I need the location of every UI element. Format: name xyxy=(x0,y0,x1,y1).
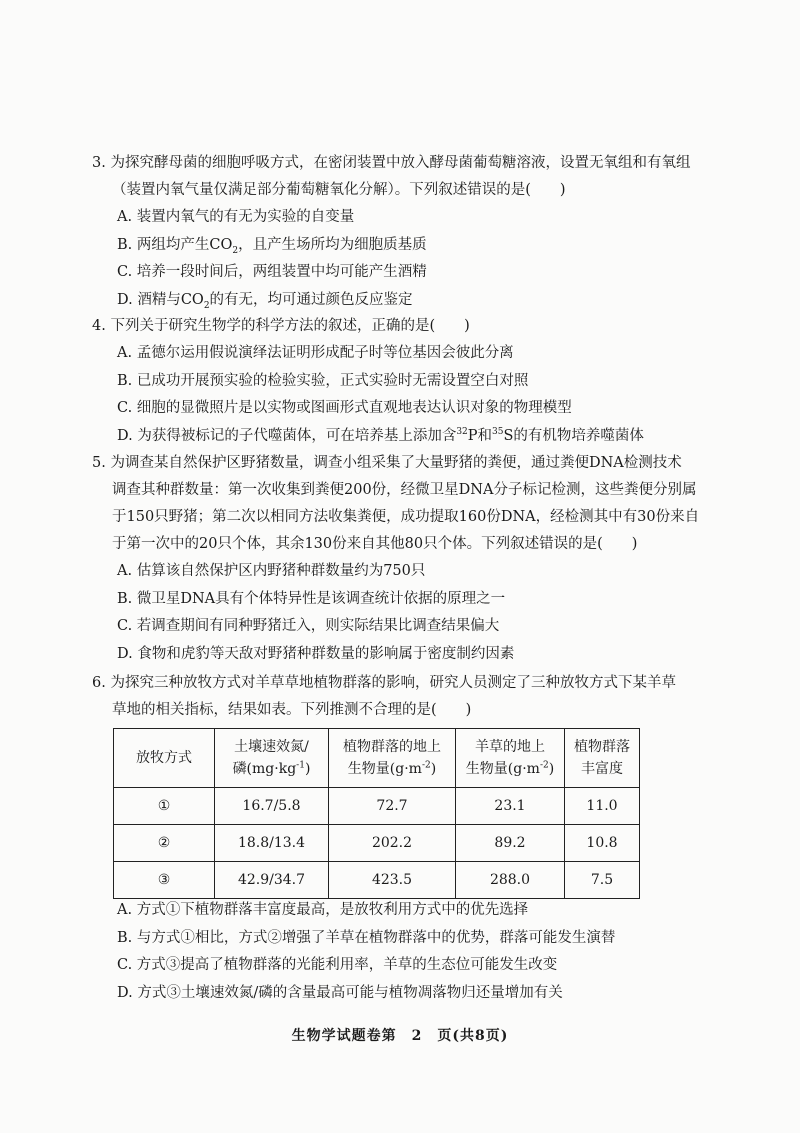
subscript: 2 xyxy=(203,300,210,311)
question-6-option-d: D. 方式③土壤速效氮/磷的含量最高可能与植物凋落物归还量增加有关 xyxy=(117,984,563,1001)
table-cell: ③ xyxy=(114,862,215,899)
text: 生物量(g·m xyxy=(347,761,422,777)
table-cell: 7.5 xyxy=(565,862,640,899)
question-3-option-d xyxy=(92,287,722,315)
question-4 xyxy=(92,313,722,450)
header-line: 丰富度 xyxy=(581,761,623,777)
header-line xyxy=(460,758,560,780)
superscript: -2 xyxy=(539,760,549,771)
header-leymus-biomass xyxy=(456,729,565,788)
table-cell: 288.0 xyxy=(456,862,565,899)
text: ) xyxy=(548,761,555,777)
table-row xyxy=(114,788,640,825)
question-3-option-a: A. 装置内氧气的有无为实验的自变量 xyxy=(117,209,355,225)
table-cell: 18.8/13.4 xyxy=(215,825,329,862)
question-5-option-a: A. 估算该自然保护区内野猪种群数量约为750只 xyxy=(117,563,426,579)
question-6-option-b: B. 与方式①相比，方式②增强了羊草在植物群落中的优势，群落可能发生演替 xyxy=(117,929,616,946)
header-soil-np xyxy=(215,729,329,788)
question-4-option-b: B. 已成功开展预实验的检验实验，正式实验时无需设置空白对照 xyxy=(117,372,529,389)
text: 生物量(g·m xyxy=(465,761,540,777)
table-cell: ① xyxy=(114,788,215,825)
table-cell: 72.7 xyxy=(329,788,456,825)
header-line: 植物群落的地上 xyxy=(343,739,441,755)
question-5-option-c: C. 若调查期间有同种野猪迁入，则实际结果比调查结果偏大 xyxy=(117,618,500,634)
text: P和 xyxy=(467,427,493,444)
superscript: -2 xyxy=(421,760,431,771)
question-3 xyxy=(92,150,722,314)
question-3-stem-line-2: （装置内氧气量仅满足部分葡萄糖氧化分解）。下列叙述错误的是( ) xyxy=(112,182,566,198)
header-grazing-method: 放牧方式 xyxy=(114,729,215,788)
question-5 xyxy=(92,450,722,668)
question-4-option-a: A. 孟德尔运用假说演绎法证明形成配子时等位基因会彼此分离 xyxy=(117,345,514,361)
header-community-biomass xyxy=(329,729,456,788)
question-6-options xyxy=(92,897,722,1007)
header-richness xyxy=(565,729,640,788)
subscript: 2 xyxy=(232,245,239,256)
table-row xyxy=(114,862,640,899)
table-cell: 89.2 xyxy=(456,825,565,862)
question-5-option-b: B. 微卫星DNA具有个体特异性是该调查统计依据的原理之一 xyxy=(117,590,506,607)
table-cell: ② xyxy=(114,825,215,862)
table-header-row xyxy=(114,729,640,788)
question-4-option-c: C. 细胞的显微照片是以实物或图画形式直观地表达认识对象的物理模型 xyxy=(117,400,572,416)
grazing-data-table xyxy=(113,728,640,899)
question-6-stem-line-1: 6. 为探究三种放牧方式对羊草草地植物群落的影响，研究人员测定了三种放牧方式下某羊草 xyxy=(92,675,676,691)
table-cell: 423.5 xyxy=(329,862,456,899)
text: ) xyxy=(304,761,311,777)
question-3-option-c: C. 培养一段时间后，两组装置中均可能产生酒精 xyxy=(117,264,427,280)
question-6-option-c: C. 方式③提高了植物群落的光能利用率，羊草的生态位可能发生改变 xyxy=(117,957,558,973)
question-5-stem-line-1: 5. 为调查某自然保护区野猪数量，调查小组采集了大量野猪的粪便，通过粪便DNA检测技术 xyxy=(92,455,682,471)
question-5-stem-line-2: 调查其种群数量：第一次收集到粪便200份，经微卫星DNA分子标记检测，这些粪便分别属 xyxy=(112,482,697,498)
text: 磷(mg·kg xyxy=(232,761,297,777)
question-5-stem-line-3: 于150只野猪；第二次以相同方法收集粪便，成功提取160份DNA，经检测其中有30份来自 xyxy=(112,509,700,525)
text: B. 两组均产生CO xyxy=(117,236,233,253)
question-3-option-b xyxy=(92,232,722,260)
question-6-stem-line-2: 草地的相关指标，结果如表。下列推测不合理的是( ) xyxy=(112,702,472,718)
text: D. 酒精与CO xyxy=(117,291,204,308)
question-5-option-d: D. 食物和虎豹等天敌对野猪种群数量的影响属于密度制约因素 xyxy=(117,645,515,662)
header-line: 植物群落 xyxy=(574,739,630,755)
table-cell: 23.1 xyxy=(456,788,565,825)
question-4-stem: 4. 下列关于研究生物学的科学方法的叙述，正确的是( ) xyxy=(92,318,470,334)
header-line: 羊草的地上 xyxy=(475,739,545,755)
question-6 xyxy=(92,670,722,724)
table-cell: 16.7/5.8 xyxy=(215,788,329,825)
table-row xyxy=(114,825,640,862)
page-footer: 生物学试题卷第 2 页(共8页) xyxy=(291,1028,509,1044)
question-4-option-d xyxy=(92,423,722,451)
question-6-option-a: A. 方式①下植物群落丰富度最高，是放牧利用方式中的优先选择 xyxy=(117,902,529,918)
table-cell: 42.9/34.7 xyxy=(215,862,329,899)
text: S的有机物培养噬菌体 xyxy=(503,427,644,444)
table-cell: 202.2 xyxy=(329,825,456,862)
superscript: 32 xyxy=(456,426,468,437)
text: ，且产生场所均为细胞质基质 xyxy=(238,236,427,253)
header-line: 土壤速效氮/ xyxy=(234,739,309,755)
superscript: -1 xyxy=(296,760,305,771)
question-5-stem-line-4: 于第一次中的20只个体，其余130份来自其他80只个体。下列叙述错误的是( ) xyxy=(112,536,638,552)
table-cell: 11.0 xyxy=(565,788,640,825)
superscript: 35 xyxy=(492,426,504,437)
text: ) xyxy=(430,761,437,777)
question-3-stem-line-1: 3. 为探究酵母菌的细胞呼吸方式，在密闭装置中放入酵母菌葡萄糖溶液，设置无氧组和有氧组 xyxy=(92,155,691,171)
table-cell: 10.8 xyxy=(565,825,640,862)
header-line xyxy=(333,758,451,780)
header-line xyxy=(219,758,324,780)
text: D. 为获得被标记的子代噬菌体，可在培养基上添加含 xyxy=(117,427,457,444)
text: 的有无，均可通过颜色反应鉴定 xyxy=(209,291,413,308)
